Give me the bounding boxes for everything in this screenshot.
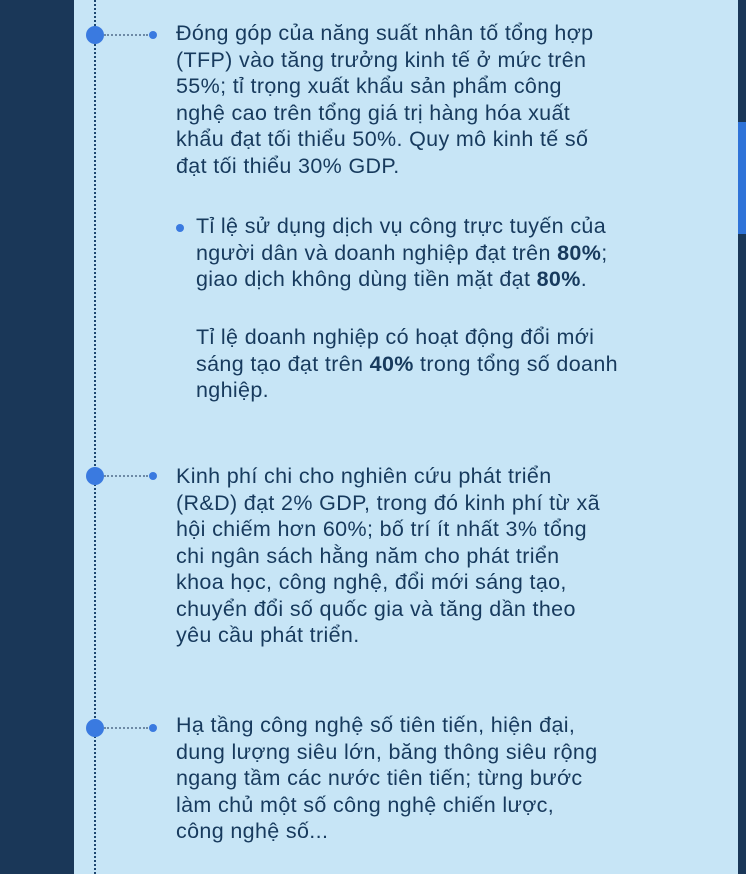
item-line: nghiệp. bbox=[196, 378, 269, 402]
item-line: hội chiếm hơn 60%; bố trí ít nhất 3% tổng bbox=[176, 517, 587, 541]
item-line: sáng tạo đạt trên 40% trong tổng số doanh bbox=[196, 351, 618, 376]
item-line: Tỉ lệ sử dụng dịch vụ công trực tuyến của bbox=[196, 214, 607, 238]
timeline-node bbox=[86, 26, 104, 44]
bullet-dot bbox=[149, 31, 157, 39]
item-line: chi ngân sách hằng năm cho phát triển bbox=[176, 543, 560, 568]
sub-list-item bbox=[196, 324, 618, 404]
item-line: Kinh phí chi cho nghiên cứu phát triển bbox=[176, 464, 552, 488]
highlight-value: 80% bbox=[536, 267, 581, 291]
item-line: chuyển đổi số quốc gia và tăng dần theo bbox=[176, 596, 576, 621]
highlight-value: 80% bbox=[557, 240, 602, 265]
item-line: nghệ cao trên tổng giá trị hàng hóa xuất bbox=[176, 100, 571, 125]
list-item bbox=[176, 712, 598, 845]
item-line: yêu cầu phát triển. bbox=[176, 623, 360, 647]
sub-bullet-dot bbox=[176, 224, 184, 232]
item-line: giao dịch không dùng tiền mặt đạt 80%. bbox=[196, 267, 588, 291]
list-item bbox=[176, 463, 600, 649]
sub-list-item bbox=[196, 213, 608, 293]
list-item bbox=[176, 20, 593, 179]
item-line: khoa học, công nghệ, đổi mới sáng tạo, bbox=[176, 570, 567, 594]
timeline-node bbox=[86, 467, 104, 485]
highlight-value: 40% bbox=[369, 351, 414, 376]
item-line: làm chủ một số công nghệ chiến lược, bbox=[176, 792, 555, 817]
timeline-connector bbox=[104, 34, 148, 36]
item-line: ngang tầm các nước tiên tiến; từng bước bbox=[176, 766, 583, 790]
right-accent-bar bbox=[738, 122, 746, 234]
item-line: công nghệ số... bbox=[176, 819, 329, 843]
timeline-dotted-line bbox=[94, 0, 96, 874]
item-line: khẩu đạt tối thiểu 50%. Quy mô kinh tế số bbox=[176, 127, 589, 151]
item-line: 55%; tỉ trọng xuất khẩu sản phẩm công bbox=[176, 74, 562, 98]
bullet-dot bbox=[149, 724, 157, 732]
item-line: Hạ tầng công nghệ số tiên tiến, hiện đại, bbox=[176, 713, 576, 737]
timeline-connector bbox=[104, 727, 148, 729]
item-line: Tỉ lệ doanh nghiệp có hoạt động đổi mới bbox=[196, 325, 595, 349]
item-line: đạt tối thiểu 30% GDP. bbox=[176, 153, 400, 178]
left-dark-band bbox=[0, 0, 74, 874]
bullet-dot bbox=[149, 472, 157, 480]
item-line: Đóng góp của năng suất nhân tố tổng hợp bbox=[176, 21, 594, 45]
timeline-connector bbox=[104, 475, 148, 477]
item-line: (TFP) vào tăng trưởng kinh tế ở mức trên bbox=[176, 47, 587, 72]
item-line: dung lượng siêu lớn, băng thông siêu rộng bbox=[176, 739, 598, 764]
timeline-node bbox=[86, 719, 104, 737]
item-line: (R&D) đạt 2% GDP, trong đó kinh phí từ xã bbox=[176, 490, 600, 515]
item-line: người dân và doanh nghiệp đạt trên 80%; bbox=[196, 240, 608, 265]
